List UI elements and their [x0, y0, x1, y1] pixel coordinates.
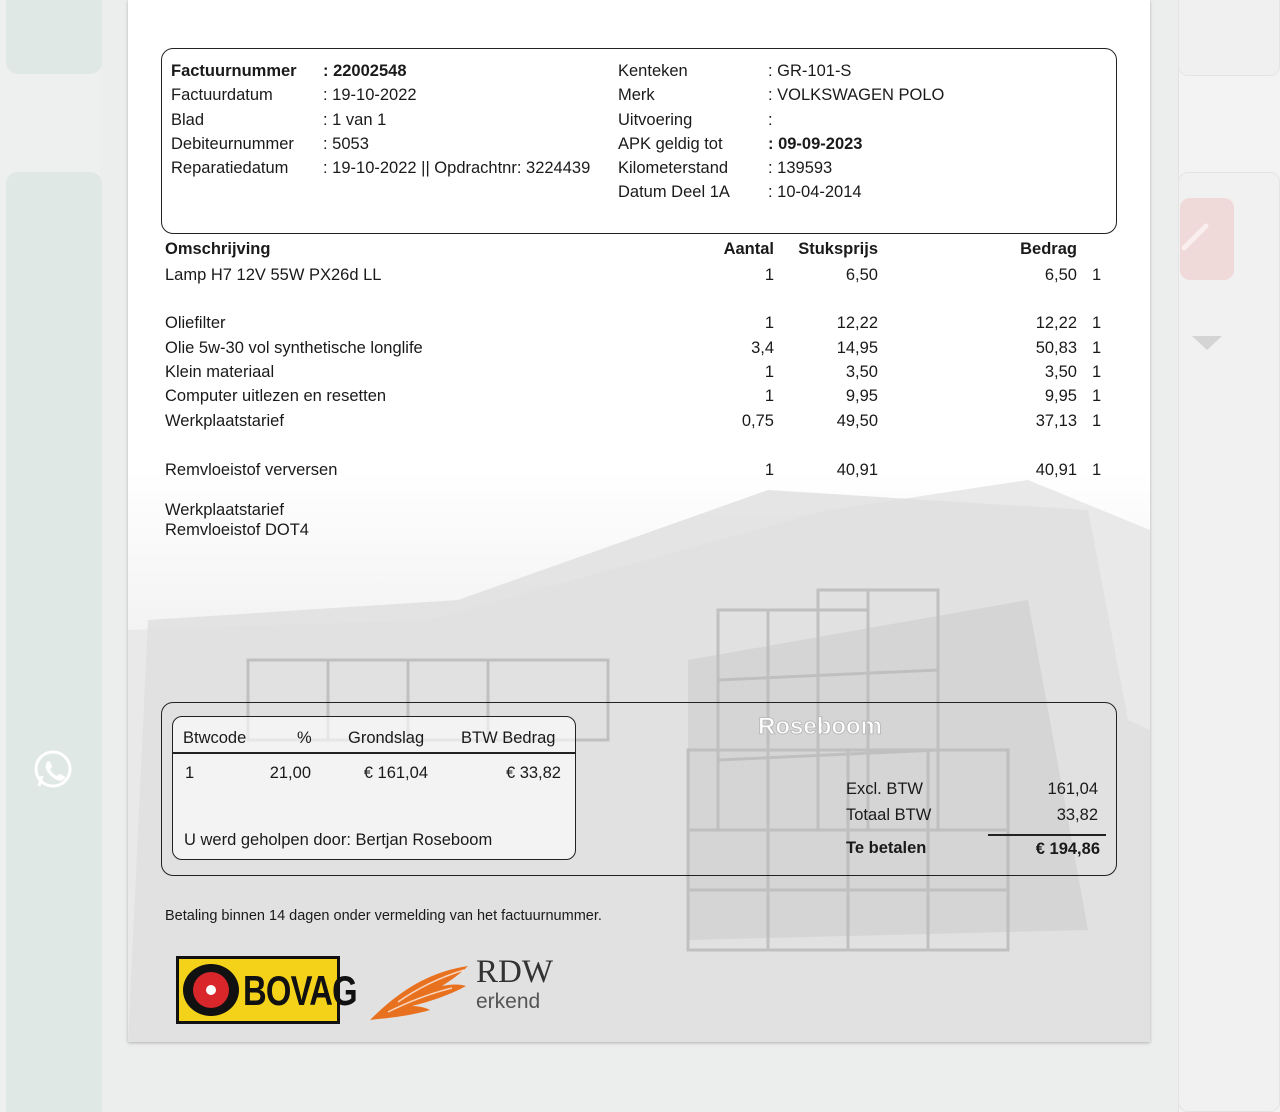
line-quantity: 0,75 [741, 412, 774, 430]
vat-base: € 161,04 [363, 764, 428, 782]
line-item [128, 412, 1150, 436]
value-page: : 1 van 1 [323, 110, 387, 129]
line-quantity: 3,4 [751, 339, 774, 357]
line-unit-price: 40,91 [836, 461, 878, 479]
line-amount: 12,22 [1035, 314, 1077, 332]
line-vat-code: 1 [1092, 314, 1102, 332]
label-invoice-date: Factuurdatum [171, 86, 273, 105]
line-quantity: 1 [764, 314, 774, 332]
value-mileage: : 139593 [768, 159, 833, 178]
line-description: Computer uitlezen en resetten [165, 387, 387, 405]
line-note: Werkplaatstarief [165, 501, 284, 519]
header-quantity: Aantal [723, 240, 774, 258]
vat-divider [172, 752, 576, 754]
rdw-logo-title: RDW [476, 954, 553, 990]
line-item [128, 387, 1150, 411]
line-amount: 9,95 [1044, 387, 1077, 405]
vat-header-base: Grondslag [348, 729, 425, 747]
right-card-top[interactable] [1178, 0, 1280, 76]
line-item [128, 363, 1150, 387]
chevron-down-icon [1192, 336, 1222, 352]
line-vat-code: 1 [1092, 461, 1102, 479]
bovag-logo-text: BOVAG [243, 967, 357, 1014]
vat-header-amount: BTW Bedrag [461, 729, 556, 747]
bovag-logo [176, 956, 357, 1024]
watermark-sign: Roseboom [758, 713, 883, 740]
vehicle-labels [618, 59, 730, 205]
value-license-plate: : GR-101-S [768, 62, 852, 80]
line-item [128, 266, 1150, 290]
line-note: Remvloeistof DOT4 [165, 521, 309, 539]
label-version: Uitvoering [618, 110, 693, 129]
line-description: Oliefilter [165, 314, 226, 332]
line-quantity: 1 [764, 266, 774, 284]
value-debtor-number: : 5053 [323, 134, 369, 153]
label-repair-date: Reparatiedatum [171, 159, 289, 178]
label-mileage: Kilometerstand [618, 159, 729, 178]
line-description: Lamp H7 12V 55W PX26d LL [165, 266, 382, 284]
excl-vat-label: Excl. BTW [846, 780, 923, 798]
vehicle-values [768, 59, 944, 205]
line-unit-price: 6,50 [845, 266, 878, 284]
header-amount: Bedrag [1020, 240, 1077, 258]
line-vat-code: 1 [1092, 363, 1102, 381]
line-vat-code: 1 [1092, 387, 1102, 405]
line-amount: 50,83 [1035, 339, 1077, 357]
whatsapp-icon[interactable] [30, 746, 76, 792]
left-card-main[interactable] [6, 172, 102, 1112]
total-vat-label: Totaal BTW [846, 806, 932, 824]
line-quantity: 1 [764, 387, 774, 405]
line-quantity: 1 [764, 363, 774, 381]
invoice-values-left [323, 59, 590, 180]
value-version: : [768, 110, 773, 129]
amount-due-label: Te betalen [846, 839, 927, 857]
vat-amount: € 33,82 [505, 764, 561, 782]
invoice-labels-left [171, 59, 297, 180]
value-invoice-date: : 19-10-2022 [323, 86, 417, 105]
line-amount: 37,13 [1035, 412, 1077, 430]
value-repair-date: : 19-10-2022 || Opdrachtnr: 3224439 [323, 159, 591, 178]
line-unit-price: 49,50 [836, 412, 878, 430]
edit-button[interactable] [1180, 198, 1234, 280]
label-apk-valid: APK geldig tot [618, 134, 723, 153]
line-description: Remvloeistof verversen [165, 461, 338, 479]
vat-code: 1 [185, 764, 195, 782]
value-apk-valid: : 09-09-2023 [768, 134, 863, 153]
line-unit-price: 9,95 [845, 387, 878, 405]
payment-note: Betaling binnen 14 dagen onder vermelding van het factuurnummer. [165, 908, 602, 924]
amount-due-value: € 194,86 [1035, 840, 1100, 858]
label-brand: Merk [618, 86, 655, 105]
header-description: Omschrijving [165, 240, 271, 258]
left-card-top[interactable] [6, 0, 102, 74]
total-vat-value: 33,82 [1056, 806, 1098, 824]
line-unit-price: 3,50 [845, 363, 878, 381]
edit-icon [1180, 198, 1234, 280]
value-brand: : VOLKSWAGEN POLO [768, 86, 945, 105]
line-amount: 6,50 [1044, 266, 1077, 284]
line-item [128, 339, 1150, 363]
vat-header-code: Btwcode [183, 729, 247, 747]
vat-percent: 21,00 [269, 764, 311, 782]
dropdown-button[interactable] [1178, 306, 1238, 384]
line-item [128, 461, 1150, 485]
line-unit-price: 14,95 [836, 339, 878, 357]
line-vat-code: 1 [1092, 412, 1102, 430]
rdw-wing-icon [368, 962, 478, 1024]
line-vat-code: 1 [1092, 266, 1102, 284]
excl-vat-value: 161,04 [1047, 780, 1098, 798]
line-amount: 3,50 [1044, 363, 1077, 381]
line-amount: 40,91 [1035, 461, 1077, 479]
line-description: Olie 5w-30 vol synthetische longlife [165, 339, 423, 357]
vat-header-percent: % [297, 729, 312, 747]
line-unit-price: 12,22 [836, 314, 878, 332]
label-license-plate: Kenteken [618, 62, 688, 80]
label-page: Blad [171, 110, 205, 129]
value-invoice-number: : 22002548 [323, 62, 407, 80]
label-debtor-number: Debiteurnummer [171, 134, 294, 153]
rdw-logo-subtitle: erkend [476, 990, 541, 1013]
helped-by: U werd geholpen door: Bertjan Roseboom [184, 831, 493, 849]
invoice-document [128, 0, 1150, 1042]
line-description: Klein materiaal [165, 363, 275, 381]
line-description: Werkplaatstarief [165, 412, 284, 430]
line-item [128, 314, 1150, 338]
line-quantity: 1 [764, 461, 774, 479]
label-date-part-1a: Datum Deel 1A [618, 183, 730, 202]
bovag-emblem-icon [183, 964, 239, 1016]
label-invoice-number: Factuurnummer [171, 62, 297, 80]
line-vat-code: 1 [1092, 339, 1102, 357]
value-date-part-1a: : 10-04-2014 [768, 183, 862, 202]
totals-divider [988, 834, 1106, 836]
header-unit-price: Stuksprijs [798, 240, 878, 258]
